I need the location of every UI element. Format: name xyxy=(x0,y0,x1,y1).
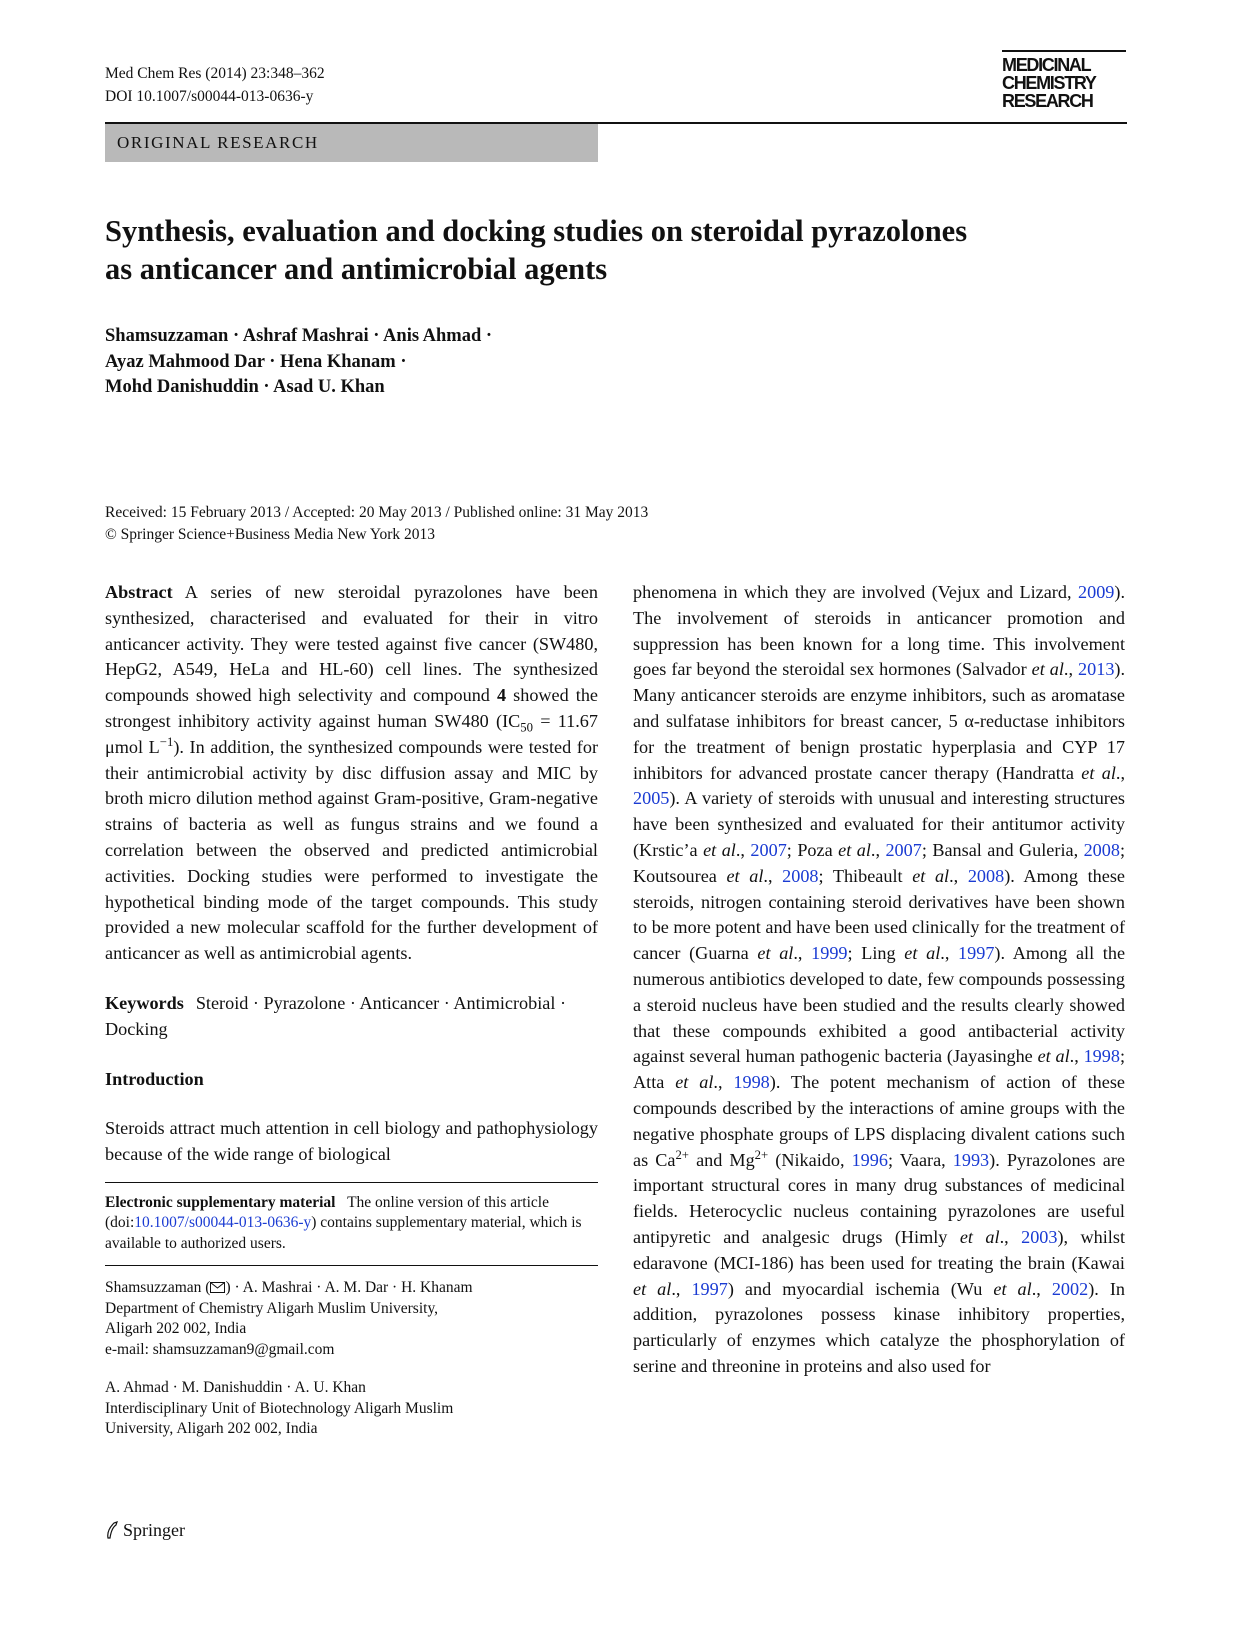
logo-line: CHEMISTRY xyxy=(1002,73,1096,93)
publication-dates xyxy=(105,502,648,545)
left-column xyxy=(105,580,598,1440)
esm-label: Electronic supplementary material xyxy=(105,1193,336,1211)
citation-link[interactable]: 2005 xyxy=(633,788,670,809)
article-title xyxy=(105,212,1125,288)
introduction-continued: phenomena in which they are involved (Vejux and Lizard, 2009). The involvement of steroids in anticancer promotion and suppression has been known for a long time. This involvement goes far beyond the steroidal sex hormones (Salvador et al., 2013). Many anticancer steroids are enzyme inhibitors, such as aromatase and sulfatase inhibitors for breast cancer, 5 α-reductase inhibitors for the treatment of benign prostatic hyperplasia and CYP 17 inhibitors for advanced prostate cancer therapy (Handratta et al., 2005). A variety of steroids with unusual and interesting structures have been synthesized and evaluated for their antitumor activity (Krstic’a et al., 2007; Poza et al., 2007; Bansal and Guleria, 2008; Koutsourea et al., 2008; Thibeault et al., 2008). Among these steroids, nitrogen containing steroid derivatives have been shown to be more potent and have been used clinically for the treatment of cancer (Guarna et al., 1999; Ling et al., 1997). Among all the numerous antibiotics developed to date, few compounds possessing a steroid nucleus have been studied and the results clearly showed that these compounds exhibited a good antibacterial activity against several human pathogenic bacteria (Jayasinghe et al., 1998; Atta et al., 1998). The potent mechanism of action of these compounds described by the interactions of amine groups with the negative phosphate groups of LPS displacing divalent cations such as $Ca^{2+}$ and $Mg^{2+}$ (Nikaido, 1996; Vaara, 1993). Pyrazolones are important structural cores in many drug substances of medicinal fields. Heterocyclic nucleus containing pyrazolones are useful antipyretic and analgesic drugs (Himly et al., 2003), whilst edaravone (MCI-186) has been used for treating the brain (Kawai et al., 1997) and myocardial ischemia (Wu et al., 2002). In addition, pyrazolones possess kinase inhibitory properties, particularly of enzymes which catalyze the phosphorylation of serine and threonine in proteins and also used for xyxy=(633,582,1126,1376)
affiliation-text: Shamsuzzaman ( xyxy=(105,1279,211,1297)
logo-line: RESEARCH xyxy=(1002,91,1093,111)
citation-link[interactable]: 2002 xyxy=(1051,1278,1089,1299)
esm-text: The online version of this article (doi: xyxy=(105,1193,549,1232)
citation-link[interactable]: 1997 xyxy=(958,943,995,964)
citation-link[interactable]: 2007 xyxy=(750,839,787,860)
abstract-text: ). In addition, the synthesized compounds were tested for their antimicrobial activity by disc diffusion assay and MIC by broth micro dilution method against Gram-positive, Gram-negative strains of bacteria as well as fungus strains and we found a correlation between the observed and predicted antimicrobial activities. Docking studies were performed to investigate the hypothetical binding mode of the target compounds. This study provided a new molecular scaffold for the further development of anticancer as well as antimicrobial agents. xyxy=(105,736,598,964)
citation-link[interactable]: 1998 xyxy=(733,1072,770,1093)
citation-link[interactable]: 1998 xyxy=(1083,1046,1120,1067)
author-line: Mohd Danishuddin · Asad U. Khan xyxy=(105,377,385,397)
journal-logo xyxy=(1002,50,1126,110)
publisher-name: Springer xyxy=(123,1520,185,1540)
esm-footnote xyxy=(105,1193,598,1255)
affiliation-2 xyxy=(105,1378,598,1440)
envelope-icon xyxy=(210,1282,225,1293)
title-line: as anticancer and antimicrobial agents xyxy=(105,252,608,286)
author-line: Shamsuzzaman · Ashraf Mashrai · Anis Ahmad · xyxy=(105,326,493,346)
affiliation-dept: Department of Chemistry Aligarh Muslim University, xyxy=(105,1299,439,1317)
title-line: Synthesis, evaluation and docking studies on steroidal pyrazolones xyxy=(105,214,968,248)
abstract-text: showed the strongest inhibitory activity against human SW480 (IC xyxy=(105,685,599,731)
citation-link[interactable]: 2008 xyxy=(1083,839,1120,860)
author-list xyxy=(105,324,492,401)
citation-link[interactable]: 1999 xyxy=(811,943,848,964)
logo-line: MEDICINAL xyxy=(1002,55,1091,75)
affiliation-text: ) · A. Mashrai · A. M. Dar · H. Khanam xyxy=(225,1279,473,1297)
keywords-text: Steroid · Pyrazolone · Anticancer · Antimicrobial · Docking xyxy=(105,992,567,1039)
affiliation-authors: A. Ahmad · M. Danishuddin · A. U. Khan xyxy=(105,1379,366,1397)
abstract xyxy=(105,580,598,967)
keywords xyxy=(105,991,598,1043)
abstract-label: Abstract xyxy=(105,582,173,602)
doi-line: DOI 10.1007/s00044-013-0636-y xyxy=(105,88,314,105)
copyright-line: © Springer Science+Business Media New York 2013 xyxy=(105,525,436,543)
superscript: −1 xyxy=(159,734,174,749)
abstract-text: = 11.67 μmol L xyxy=(105,710,598,757)
publisher-footer xyxy=(105,1518,185,1542)
history-line: Received: 15 February 2013 / Accepted: 20 May 2013 / Published online: 31 May 2013 xyxy=(105,504,649,521)
citation-link[interactable]: 1993 xyxy=(952,1149,990,1170)
citation-link[interactable]: 2009 xyxy=(1078,582,1115,602)
introduction-text: Steroids attract much attention in cell biology and pathophysiology because of the wide range of biological xyxy=(105,1118,598,1165)
affiliation-city: Aligarh 202 002, India xyxy=(105,1320,247,1338)
citation-link[interactable]: 2007 xyxy=(885,839,922,860)
subscript: 50 xyxy=(520,720,533,735)
section-label: ORIGINAL RESEARCH xyxy=(105,124,598,162)
citation-link[interactable]: 2008 xyxy=(967,865,1005,886)
affiliation-authors xyxy=(105,1278,598,1299)
esm-text: ) contains supplementary material, which is available to authorized users. xyxy=(105,1214,582,1252)
footnote-rule xyxy=(105,1182,598,1183)
right-column xyxy=(633,580,1125,1380)
affiliation-city: University, Aligarh 202 002, India xyxy=(105,1420,318,1438)
citation-link[interactable]: 2008 xyxy=(782,865,819,886)
footnote-rule xyxy=(105,1265,598,1266)
introduction-heading: Introduction xyxy=(105,1068,204,1089)
springer-horse-icon xyxy=(105,1521,119,1539)
citation-link[interactable]: 2003 xyxy=(1021,1226,1058,1247)
citation-link[interactable]: 1996 xyxy=(851,1149,888,1170)
journal-citation: Med Chem Res (2014) 23:348–362 xyxy=(105,65,325,82)
keywords-label: Keywords xyxy=(105,992,184,1013)
author-line: Ayaz Mahmood Dar · Hena Khanam · xyxy=(105,351,407,372)
citation-link[interactable]: 1997 xyxy=(691,1278,728,1299)
affiliation-dept: Interdisciplinary Unit of Biotechnology Aligarh Muslim xyxy=(105,1399,454,1417)
compound-number: 4 xyxy=(496,685,507,706)
affiliation-1 xyxy=(105,1278,598,1360)
citation-link[interactable]: 2013 xyxy=(1078,659,1115,680)
doi-link[interactable]: 10.1007/s00044-013-0636-y xyxy=(134,1214,312,1232)
affiliation-email[interactable]: e-mail: shamsuzzaman9@gmail.com xyxy=(105,1340,335,1358)
abstract-text: A series of new steroidal pyrazolones have been synthesized, characterised and evaluated for their in vitro anticancer activity. They were tested against five cancer (SW480, HepG2, A549, HeLa and HL-60) cell lines. The synthesized compounds showed high selectivity and compound xyxy=(105,582,598,706)
journal-meta xyxy=(105,62,325,108)
